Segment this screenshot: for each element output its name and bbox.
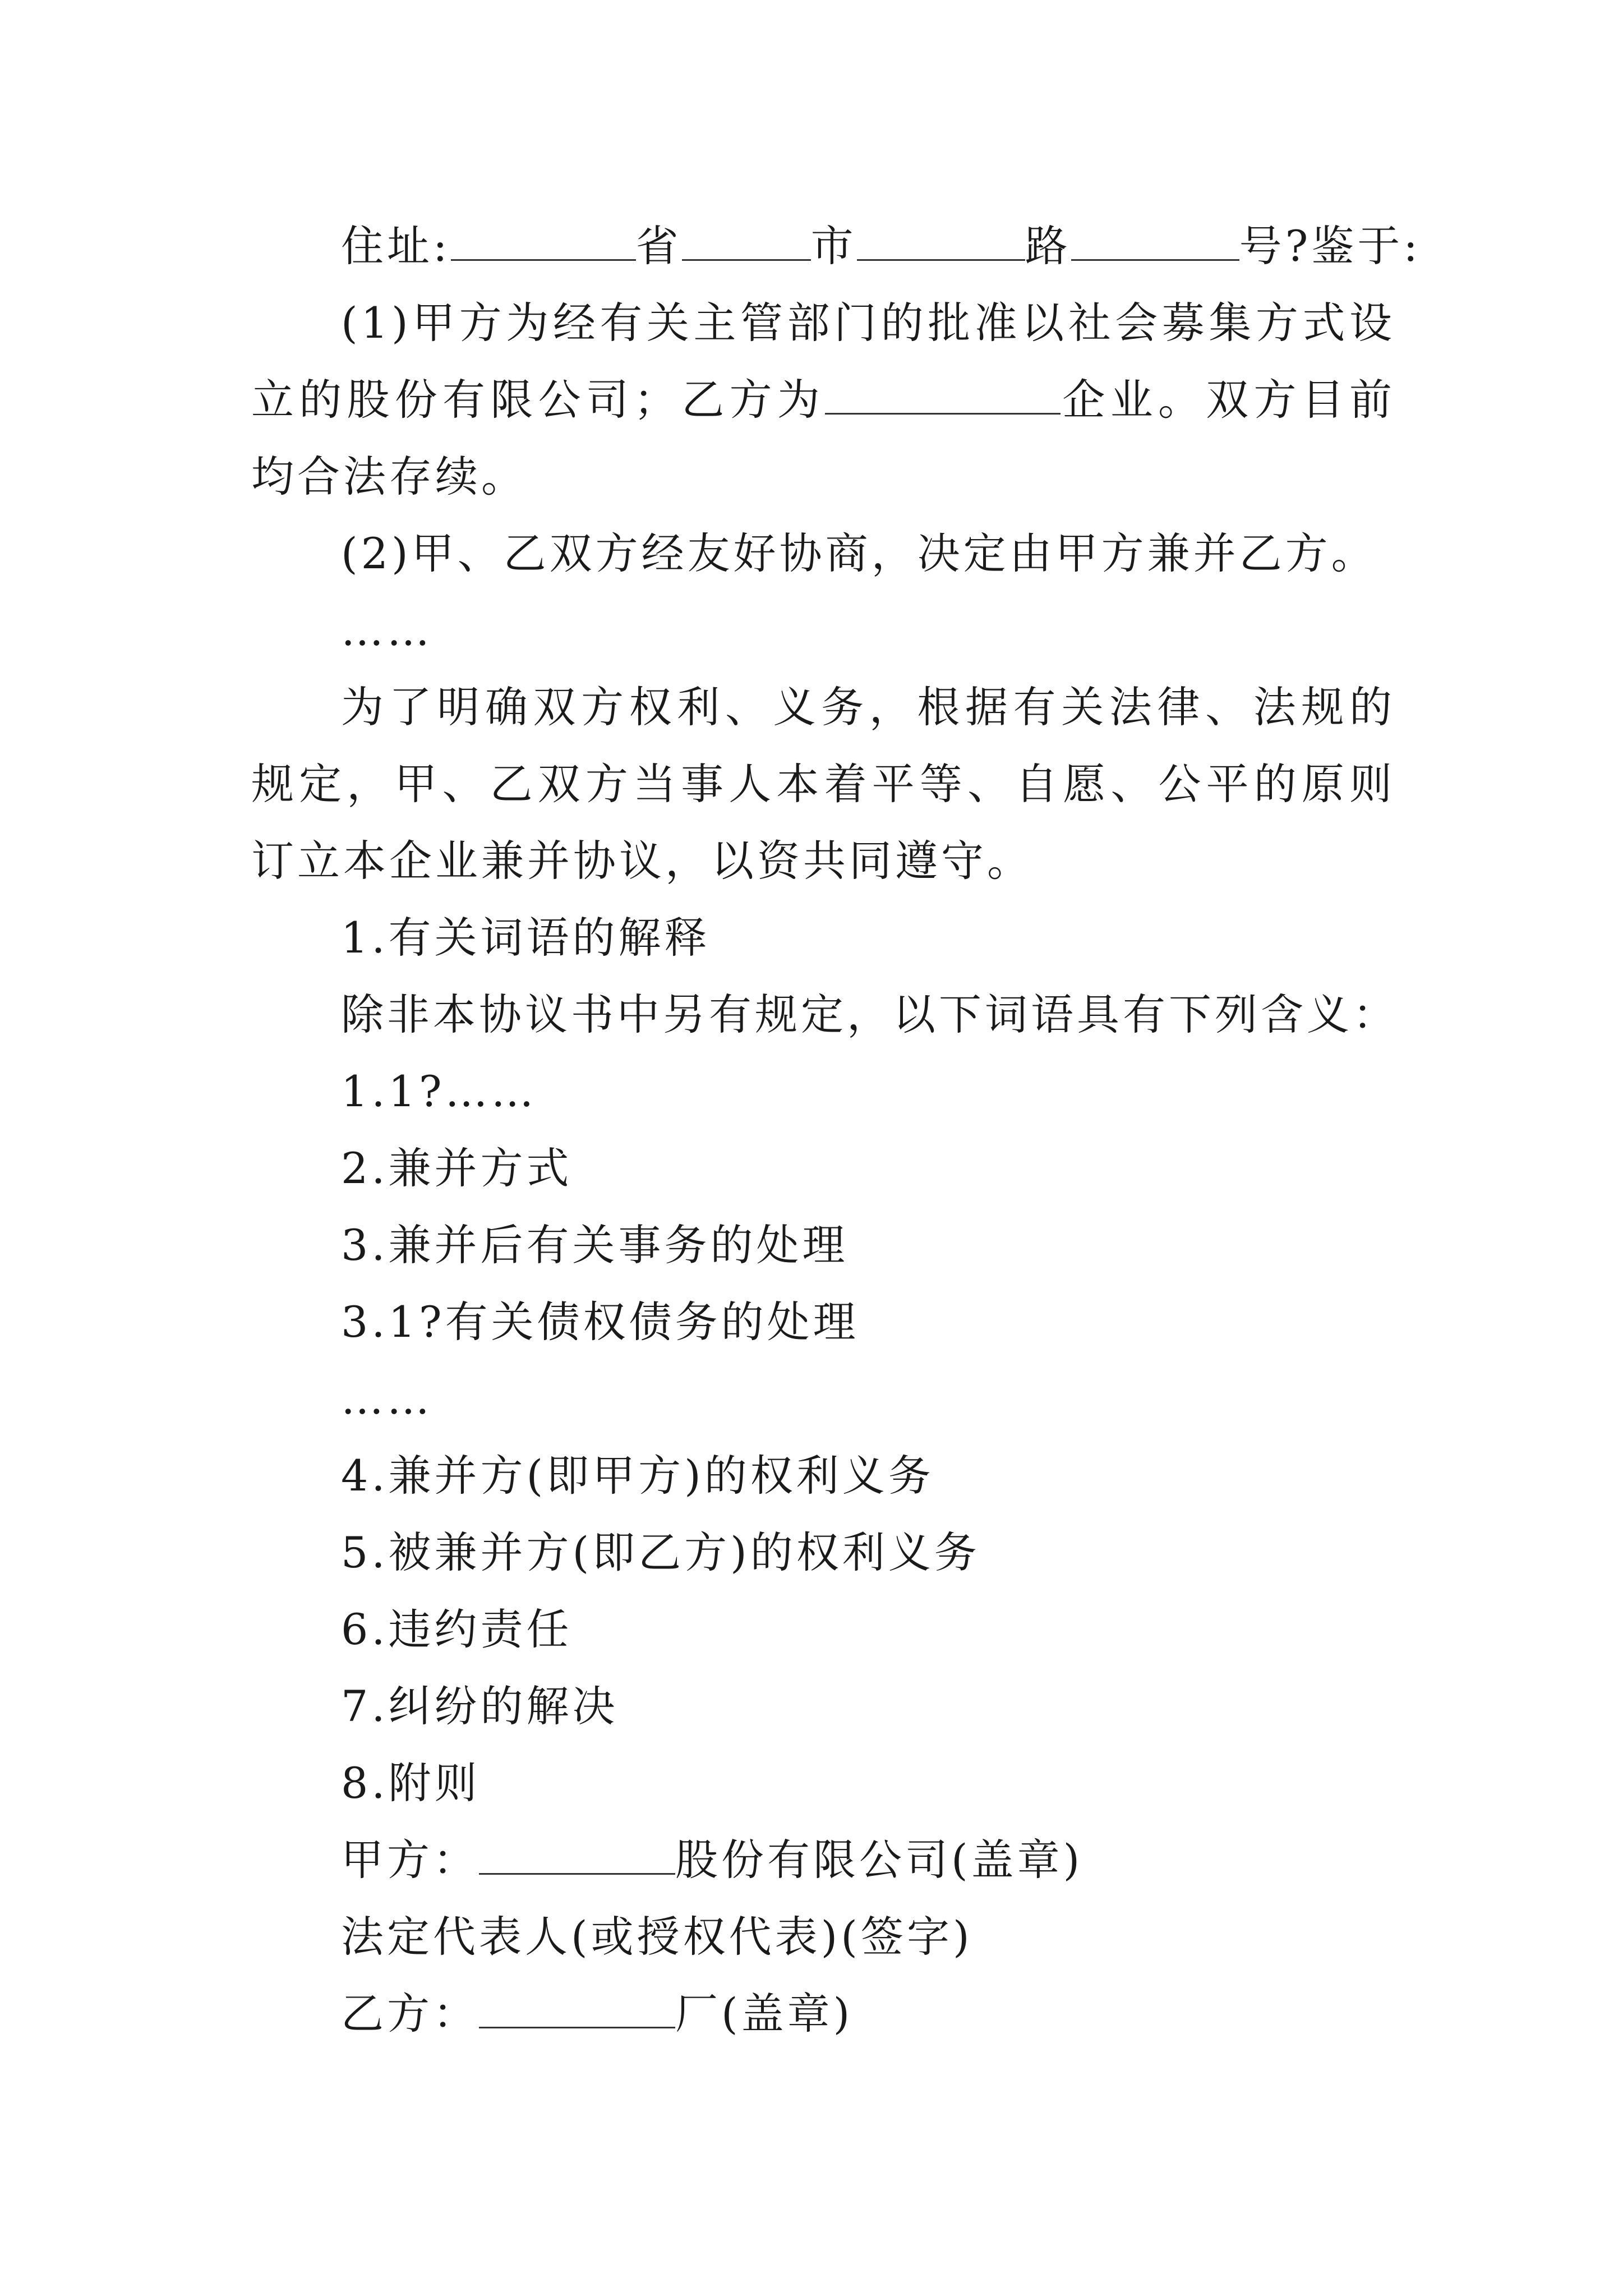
clause-1: [251, 284, 1395, 515]
purpose-paragraph: 为了明确双方权利、义务，根据有关法律、法规的规定，甲、乙双方当事人本着平等、自愿、公平的原则订立本企业兼并协议，以资共同遵守。: [251, 682, 1395, 886]
section-5-title: 5.被兼并方(即乙方)的权利义务: [341, 1527, 980, 1577]
province-label: 省: [635, 221, 682, 271]
enterprise-blank: [825, 378, 1061, 415]
party-a-label: 甲方：: [341, 1835, 479, 1885]
province-blank: [451, 224, 636, 261]
ellipsis-1: ……: [341, 605, 433, 655]
party-b-signature-line: [251, 1975, 1395, 2052]
road-label: 路: [1025, 221, 1071, 271]
clause-1-suffix: 企业。双方目前均合法存续。: [251, 375, 1396, 501]
document-body: [251, 208, 1421, 2052]
party-b-label: 乙方：: [341, 1989, 479, 2039]
party-a-name-blank: [479, 1838, 675, 1875]
section-7-title: 7.纠纷的解决: [341, 1681, 619, 1731]
section-3-1: 3.1?有关债权债务的处理: [341, 1297, 859, 1347]
section-1-title: 1.有关词语的解释: [341, 913, 711, 963]
number-label: 号?鉴于:: [1239, 221, 1421, 271]
section-1-1: 1.1?……: [341, 1066, 537, 1116]
address-line: [251, 208, 1421, 284]
section-4-title: 4.兼并方(即甲方)的权利义务: [341, 1451, 934, 1501]
road-blank: [857, 224, 1025, 261]
section-8-title: 8.附则: [341, 1758, 481, 1808]
address-label: 住址:: [341, 221, 451, 271]
city-label: 市: [810, 221, 857, 271]
ellipsis-2: ……: [341, 1374, 433, 1424]
section-2-title: 2.兼并方式: [341, 1143, 573, 1193]
number-blank: [1071, 224, 1239, 261]
clause-2: (2)甲、乙双方经友好协商，决定由甲方兼并乙方。: [341, 528, 1377, 578]
section-1-intro: 除非本协议书中另有规定，以下词语具有下列含义：: [341, 990, 1399, 1039]
section-3-title: 3.兼并后有关事务的处理: [341, 1220, 849, 1270]
party-a-signature-line: [251, 1821, 1395, 1898]
section-6-title: 6.违约责任: [341, 1604, 573, 1654]
party-b-name-blank: [479, 1992, 675, 2028]
party-b-suffix: 厂(盖章): [675, 1989, 854, 2039]
party-a-suffix: 股份有限公司(盖章): [675, 1835, 1083, 1885]
city-blank: [682, 224, 811, 261]
representative-line: 法定代表人(或授权代表)(签字): [341, 1912, 973, 1962]
clause-1-prefix: (1)甲方为经有关主管部门的批准以社会募集方式设立的股份有限公司；乙方为: [251, 298, 1395, 425]
